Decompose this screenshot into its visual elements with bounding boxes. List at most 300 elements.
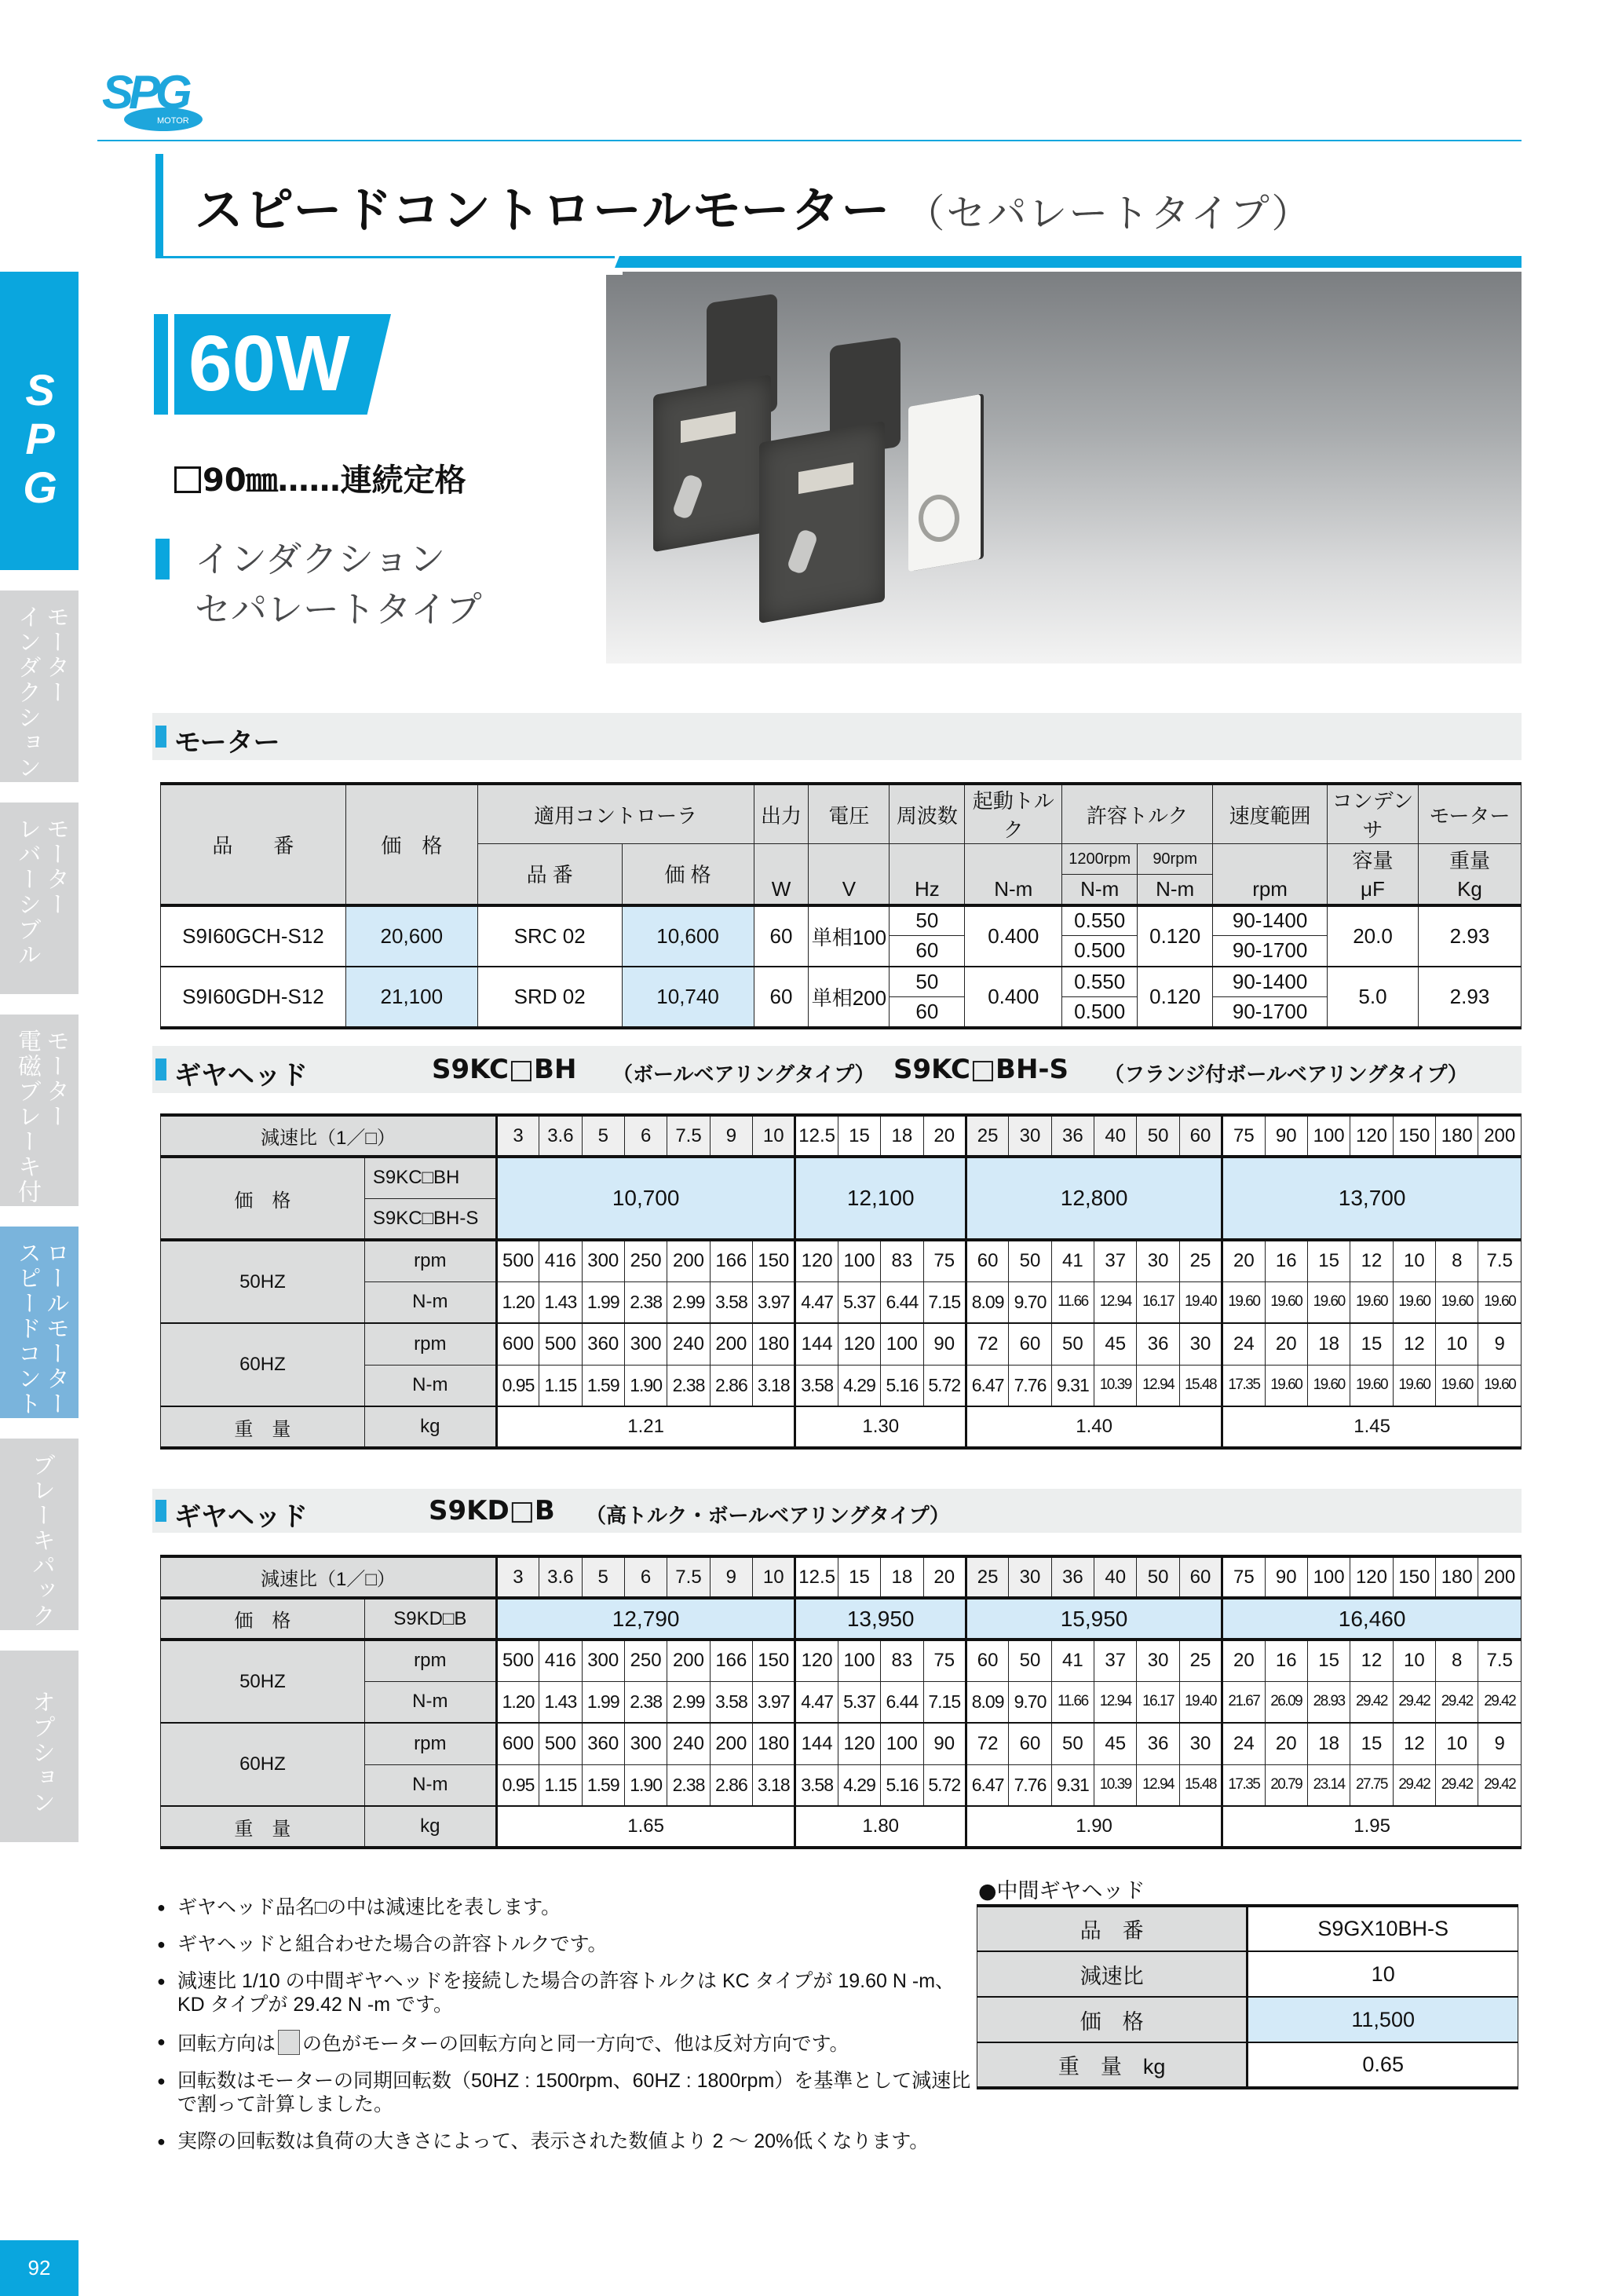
rpm-cell: 120 xyxy=(838,1723,880,1764)
rpm-cell: 30 xyxy=(1137,1640,1179,1681)
section-marker xyxy=(155,1500,166,1522)
rpm-cell: 15 xyxy=(1350,1323,1393,1365)
title-accent-bar xyxy=(155,154,163,258)
price-model: S9KD□B xyxy=(364,1598,496,1640)
rpm-cell: 100 xyxy=(838,1240,880,1281)
ratio-cell: 18 xyxy=(881,1556,923,1598)
torque-cell: 5.16 xyxy=(881,1764,923,1806)
torque-cell: 5.72 xyxy=(923,1365,966,1406)
torque-90-cell: 0.120 xyxy=(1138,967,1213,1028)
mid-value: 0.65 xyxy=(1248,2042,1518,2088)
rpm-cell: 30 xyxy=(1179,1323,1222,1365)
hz60-label: 60HZ xyxy=(161,1723,365,1806)
voltage-cell: 単相200 xyxy=(809,967,890,1028)
torque-cell: 3.58 xyxy=(710,1681,752,1723)
price-label: 価 格 xyxy=(161,1598,365,1640)
ratio-cell: 36 xyxy=(1051,1115,1094,1157)
sidebar-tab-line1: モーター xyxy=(42,1029,69,1129)
rpm-label: rpm xyxy=(364,1323,496,1365)
torque-cell: 19.60 xyxy=(1393,1365,1435,1406)
rpm-cell: 30 xyxy=(1137,1240,1179,1281)
gear-desc-1: （高トルク・ボールベアリングタイプ） xyxy=(586,1504,950,1528)
rpm-cell: 12 xyxy=(1393,1323,1435,1365)
ratio-cell: 150 xyxy=(1393,1556,1435,1598)
note-item: ● ギヤヘッド品名□の中は減速比を表します。 xyxy=(157,1896,981,1919)
torque-cell: 17.35 xyxy=(1222,1365,1265,1406)
torque-cell: 6.44 xyxy=(881,1281,923,1323)
rpm-cell: 100 xyxy=(881,1323,923,1365)
rpm-cell: 20 xyxy=(1222,1640,1265,1681)
type-line-2: セパレートタイプ xyxy=(195,588,482,631)
price-cell: 10,700 xyxy=(496,1157,795,1240)
torque-cell: 19.60 xyxy=(1350,1365,1393,1406)
torque-90-cell: 0.120 xyxy=(1138,905,1213,967)
nm-label: N-m xyxy=(364,1281,496,1323)
rpm-cell: 500 xyxy=(496,1240,539,1281)
ratio-cell: 90 xyxy=(1265,1556,1307,1598)
torque-cell: 7.76 xyxy=(1009,1764,1051,1806)
note-item: ● 回転数はモーターの同期回転数（50HZ : 1500rpm、60HZ : 1800rpm）を基準として減速比で割って計算しました。 xyxy=(157,2069,981,2116)
ratio-cell: 10 xyxy=(753,1115,795,1157)
freq-cell: 50 xyxy=(890,905,965,936)
torque-cell: 1.15 xyxy=(539,1365,582,1406)
ctrl-part-no-cell: SRC 02 xyxy=(477,905,622,967)
header-weight: モーター xyxy=(1418,784,1521,844)
torque-cell: 6.47 xyxy=(966,1764,1008,1806)
ratio-cell: 200 xyxy=(1478,1556,1522,1598)
ratio-cell: 15 xyxy=(838,1115,880,1157)
price-model-1: S9KC□BH xyxy=(364,1157,496,1198)
sidebar-tab-line2: スピードコント xyxy=(13,1241,41,1417)
motor-spec-table xyxy=(160,782,1522,1029)
gray-swatch-icon xyxy=(278,2030,300,2055)
sidebar-tab-brake[interactable] xyxy=(0,1015,79,1206)
unit-rpm: rpm xyxy=(1213,875,1328,905)
torque-cell: 4.29 xyxy=(838,1365,880,1406)
ratio-cell: 7.5 xyxy=(667,1115,710,1157)
ratio-cell: 150 xyxy=(1393,1115,1435,1157)
price-cell: 20,600 xyxy=(345,905,477,967)
torque-cell: 19.60 xyxy=(1436,1281,1478,1323)
ctrl-part-no-cell: SRD 02 xyxy=(477,967,622,1028)
type-accent-bar xyxy=(155,539,170,579)
rpm-label: rpm xyxy=(364,1640,496,1681)
rpm-cell: 8 xyxy=(1436,1640,1478,1681)
rpm-cell: 20 xyxy=(1265,1723,1307,1764)
torque-cell: 29.42 xyxy=(1436,1681,1478,1723)
torque-cell: 12.94 xyxy=(1094,1281,1137,1323)
torque-cell: 1.59 xyxy=(582,1365,624,1406)
torque-cell: 3.58 xyxy=(795,1365,838,1406)
torque-cell: 2.86 xyxy=(710,1764,752,1806)
ratio-cell: 5 xyxy=(582,1556,624,1598)
torque-cell: 12.94 xyxy=(1137,1365,1179,1406)
ratio-cell: 18 xyxy=(881,1115,923,1157)
torque-cell: 21.67 xyxy=(1222,1681,1265,1723)
spg-motor-logo xyxy=(100,63,234,133)
capacitor-cell: 5.0 xyxy=(1328,967,1419,1028)
sidebar-tab-line2: 電磁ブレーキ付 xyxy=(13,1029,41,1205)
torque-cell: 1.99 xyxy=(582,1281,624,1323)
rpm-cell: 24 xyxy=(1222,1323,1265,1365)
gear-model-1: S9KC□BH xyxy=(432,1054,577,1085)
ratio-cell: 100 xyxy=(1307,1115,1350,1157)
intermediate-gear-table xyxy=(977,1904,1518,2089)
price-label: 価 格 xyxy=(161,1157,365,1240)
rpm-cell: 60 xyxy=(966,1640,1008,1681)
ratio-cell: 90 xyxy=(1265,1115,1307,1157)
gear-model-1: S9KD□B xyxy=(429,1495,555,1526)
rpm-cell: 144 xyxy=(795,1723,838,1764)
sidebar-brand-tab[interactable] xyxy=(0,272,79,570)
square-icon xyxy=(174,466,201,493)
page-title-block xyxy=(155,154,1522,258)
price-model-2: S9KC□BH-S xyxy=(364,1198,496,1240)
ratio-cell: 30 xyxy=(1009,1556,1051,1598)
torque-cell: 12.94 xyxy=(1137,1764,1179,1806)
rpm-cell: 75 xyxy=(923,1240,966,1281)
sidebar-tab-line1: オプション xyxy=(27,1690,55,1815)
price-cell: 16,460 xyxy=(1222,1598,1522,1640)
hz50-label: 50HZ xyxy=(161,1240,365,1323)
mid-label: 価 格 xyxy=(977,1997,1248,2042)
rpm-cell: 180 xyxy=(753,1723,795,1764)
rpm-cell: 50 xyxy=(1009,1240,1051,1281)
price-row xyxy=(161,1157,1522,1198)
torque-cell: 16.17 xyxy=(1137,1681,1179,1723)
mid-value: S9GX10BH-S xyxy=(1248,1906,1518,1951)
sidebar-tab-reversible[interactable] xyxy=(0,803,79,994)
rpm-cell: 90 xyxy=(923,1723,966,1764)
rpm-cell: 50 xyxy=(1009,1640,1051,1681)
rpm-cell: 240 xyxy=(667,1323,710,1365)
watt-label: 60W xyxy=(188,320,350,408)
torque-cell: 3.58 xyxy=(795,1764,838,1806)
hz50-label: 50HZ xyxy=(161,1640,365,1723)
torque-cell: 1.15 xyxy=(539,1764,582,1806)
ratio-cell: 7.5 xyxy=(667,1556,710,1598)
unit-w: W xyxy=(754,875,809,905)
rpm-cell: 36 xyxy=(1137,1723,1179,1764)
torque-cell: 19.60 xyxy=(1265,1365,1307,1406)
ratio-cell: 200 xyxy=(1478,1115,1522,1157)
ratio-cell: 10 xyxy=(753,1556,795,1598)
ratio-cell: 9 xyxy=(710,1556,752,1598)
mid-label: 品 番 xyxy=(977,1906,1248,1951)
weight-cell: 1.95 xyxy=(1222,1806,1522,1848)
torque-cell: 2.38 xyxy=(667,1764,710,1806)
torque-cell: 3.97 xyxy=(753,1281,795,1323)
header-1200rpm: 1200rpm xyxy=(1062,844,1138,875)
ratio-label: 減速比（1／□） xyxy=(161,1556,497,1598)
header-voltage: 電圧 xyxy=(809,784,890,844)
torque-cell: 29.42 xyxy=(1478,1681,1522,1723)
speed-cell: 90-1700 xyxy=(1213,997,1328,1028)
rpm-cell: 500 xyxy=(539,1323,582,1365)
torque-cell: 19.40 xyxy=(1179,1681,1222,1723)
rpm-cell: 150 xyxy=(753,1240,795,1281)
rpm-cell: 18 xyxy=(1307,1323,1350,1365)
unit-kg: Kg xyxy=(1418,875,1521,905)
table-row xyxy=(161,905,1522,936)
rpm-cell: 180 xyxy=(753,1323,795,1365)
rpm-cell: 9 xyxy=(1478,1323,1522,1365)
ratio-cell: 30 xyxy=(1009,1115,1051,1157)
controller-dial xyxy=(919,495,959,542)
ratio-cell: 3 xyxy=(496,1556,539,1598)
torque-cell: 19.60 xyxy=(1436,1365,1478,1406)
torque-cell: 9.31 xyxy=(1051,1764,1094,1806)
mid-value: 10 xyxy=(1248,1951,1518,1997)
page-number: 92 xyxy=(0,2240,79,2296)
sidebar-tab-line2: レバーシブル xyxy=(13,817,41,967)
nm-50hz-row xyxy=(161,1681,1522,1723)
note-item xyxy=(157,2030,981,2056)
ratio-label: 減速比（1／□） xyxy=(161,1115,497,1157)
torque-cell: 4.29 xyxy=(838,1764,880,1806)
gear-desc-1: （ボールベアリングタイプ） xyxy=(612,1063,875,1087)
type-line-1: インダクション xyxy=(195,538,446,580)
rpm-cell: 16 xyxy=(1265,1240,1307,1281)
torque-cell: 23.14 xyxy=(1307,1764,1350,1806)
rpm-cell: 300 xyxy=(624,1323,667,1365)
rpm-cell: 37 xyxy=(1094,1640,1137,1681)
section-marker xyxy=(155,726,166,748)
rpm-cell: 300 xyxy=(582,1640,624,1681)
torque-cell: 4.47 xyxy=(795,1281,838,1323)
rpm-cell: 300 xyxy=(624,1723,667,1764)
svg-text:SPG: SPG xyxy=(102,66,188,119)
rpm-cell: 15 xyxy=(1350,1723,1393,1764)
torque-cell: 15.48 xyxy=(1179,1764,1222,1806)
rpm-cell: 24 xyxy=(1222,1723,1265,1764)
table-row xyxy=(977,1951,1518,1997)
torque-cell: 11.66 xyxy=(1051,1681,1094,1723)
ratio-cell: 36 xyxy=(1051,1556,1094,1598)
weight-cell: 1.90 xyxy=(966,1806,1222,1848)
ratio-cell: 15 xyxy=(838,1556,880,1598)
rpm-cell: 36 xyxy=(1137,1323,1179,1365)
header-speed-range: 速度範囲 xyxy=(1213,784,1328,844)
header-part-no: 品 番 xyxy=(161,784,346,905)
torque-cell: 28.93 xyxy=(1307,1681,1350,1723)
rpm-cell: 500 xyxy=(539,1723,582,1764)
rpm-cell: 200 xyxy=(667,1240,710,1281)
weight-cell: 2.93 xyxy=(1418,905,1521,967)
ratio-cell: 120 xyxy=(1350,1115,1393,1157)
torque-cell: 9.70 xyxy=(1009,1281,1051,1323)
rpm-cell: 200 xyxy=(667,1640,710,1681)
notes-list xyxy=(157,1896,981,2166)
torque-1200-cell: 0.550 xyxy=(1062,905,1138,936)
ratio-cell: 6 xyxy=(624,1115,667,1157)
ratio-cell: 40 xyxy=(1094,1556,1137,1598)
rpm-cell: 18 xyxy=(1307,1723,1350,1764)
title-stripe xyxy=(615,256,1522,268)
rpm-60hz-row xyxy=(161,1323,1522,1365)
torque-cell: 27.75 xyxy=(1350,1764,1393,1806)
freq-cell: 50 xyxy=(890,967,965,997)
table-row xyxy=(977,2042,1518,2088)
torque-cell: 10.39 xyxy=(1094,1365,1137,1406)
unit-90-nm: N-m xyxy=(1138,875,1213,905)
torque-cell: 7.15 xyxy=(923,1681,966,1723)
rpm-cell: 41 xyxy=(1051,1240,1094,1281)
torque-cell: 5.37 xyxy=(838,1681,880,1723)
rpm-cell: 45 xyxy=(1094,1723,1137,1764)
rpm-cell: 37 xyxy=(1094,1240,1137,1281)
torque-cell: 17.35 xyxy=(1222,1764,1265,1806)
rpm-cell: 200 xyxy=(710,1323,752,1365)
ratio-cell: 100 xyxy=(1307,1556,1350,1598)
ratio-cell: 12.5 xyxy=(795,1556,838,1598)
torque-cell: 4.47 xyxy=(795,1681,838,1723)
rating-line xyxy=(174,455,466,500)
rpm-cell: 20 xyxy=(1265,1323,1307,1365)
note-text: 回転方向は xyxy=(177,2033,276,2055)
torque-cell: 6.47 xyxy=(966,1365,1008,1406)
torque-cell: 26.09 xyxy=(1265,1681,1307,1723)
rpm-cell: 25 xyxy=(1179,1640,1222,1681)
page-title xyxy=(195,171,1312,241)
rpm-cell: 60 xyxy=(1009,1323,1051,1365)
torque-cell: 2.86 xyxy=(710,1365,752,1406)
unit-start-nm: N-m xyxy=(965,875,1062,905)
ratio-cell: 25 xyxy=(966,1115,1008,1157)
rpm-cell: 10 xyxy=(1436,1723,1478,1764)
product-photo xyxy=(606,275,1522,664)
nm-label: N-m xyxy=(364,1681,496,1723)
freq-cell: 60 xyxy=(890,936,965,967)
rpm-cell: 7.5 xyxy=(1478,1640,1522,1681)
price-cell: 13,950 xyxy=(795,1598,966,1640)
sidebar-tab-options[interactable] xyxy=(0,1651,79,1842)
rpm-50hz-row xyxy=(161,1240,1522,1281)
rpm-cell: 20 xyxy=(1222,1240,1265,1281)
torque-cell: 1.43 xyxy=(539,1681,582,1723)
ratio-cell: 20 xyxy=(923,1556,966,1598)
rating-dots: …… xyxy=(277,462,341,499)
mid-label: 減速比 xyxy=(977,1951,1248,1997)
header-controller: 適用コントローラ xyxy=(477,784,754,844)
voltage-cell: 単相100 xyxy=(809,905,890,967)
rpm-cell: 60 xyxy=(966,1240,1008,1281)
speed-controller xyxy=(908,394,981,572)
rpm-cell: 600 xyxy=(496,1323,539,1365)
rpm-cell: 83 xyxy=(881,1640,923,1681)
torque-1200-cell: 0.500 xyxy=(1062,997,1138,1028)
table-row xyxy=(161,967,1522,997)
torque-cell: 11.66 xyxy=(1051,1281,1094,1323)
section-marker xyxy=(155,1058,166,1080)
title-main: スピードコントロールモーター xyxy=(195,181,892,239)
ratio-cell: 60 xyxy=(1179,1556,1222,1598)
rpm-cell: 16 xyxy=(1265,1640,1307,1681)
torque-cell: 2.38 xyxy=(624,1281,667,1323)
weight-cell: 2.93 xyxy=(1418,967,1521,1028)
kg-label: kg xyxy=(364,1406,496,1448)
rpm-cell: 250 xyxy=(624,1640,667,1681)
section-title: ギヤヘッド xyxy=(174,1501,308,1533)
rpm-50hz-row xyxy=(161,1640,1522,1681)
price-row xyxy=(161,1598,1522,1640)
output-cell: 60 xyxy=(754,967,809,1028)
unit-1200-nm: N-m xyxy=(1062,875,1138,905)
sidebar-tab-induction[interactable] xyxy=(0,590,79,782)
output-cell: 60 xyxy=(754,905,809,967)
note-item: ● 実際の回転数は負荷の大きさによって、表示された数値より 2 ～ 20%低くなります。 xyxy=(157,2130,981,2153)
header-frequency: 周波数 xyxy=(890,784,965,844)
rpm-cell: 166 xyxy=(710,1640,752,1681)
gear-desc-2: （フランジ付ボールベアリングタイプ） xyxy=(1104,1063,1468,1087)
title-underline xyxy=(155,256,615,258)
torque-cell: 1.59 xyxy=(582,1764,624,1806)
ratio-cell: 12.5 xyxy=(795,1115,838,1157)
rpm-60hz-row xyxy=(161,1723,1522,1764)
price-cell: 12,100 xyxy=(795,1157,966,1240)
torque-cell: 20.79 xyxy=(1265,1764,1307,1806)
weight-cell: 1.45 xyxy=(1222,1406,1522,1448)
torque-cell: 19.60 xyxy=(1222,1281,1265,1323)
rpm-cell: 300 xyxy=(582,1240,624,1281)
header-ctrl-part-no: 品 番 xyxy=(477,844,622,905)
rpm-cell: 200 xyxy=(710,1723,752,1764)
header-price: 価 格 xyxy=(345,784,477,905)
rpm-cell: 15 xyxy=(1307,1640,1350,1681)
sidebar-tab-speed-control[interactable] xyxy=(0,1227,79,1418)
motor-1-body xyxy=(653,375,771,552)
price-cell: 21,100 xyxy=(345,967,477,1028)
rpm-cell: 10 xyxy=(1436,1323,1478,1365)
rpm-cell: 250 xyxy=(624,1240,667,1281)
table-row xyxy=(977,1997,1518,2042)
section-header-gear-kc xyxy=(152,1046,1522,1093)
nm-60hz-row xyxy=(161,1764,1522,1806)
note-item: ● ギヤヘッドと組合わせた場合の許容トルクです。 xyxy=(157,1932,981,1956)
gear-kc-table xyxy=(160,1113,1522,1450)
header-weight-sub: 重量 xyxy=(1418,844,1521,875)
ratio-cell: 180 xyxy=(1436,1556,1478,1598)
gear-model-2: S9KC□BH-S xyxy=(893,1054,1069,1085)
start-torque-cell: 0.400 xyxy=(965,905,1062,967)
torque-cell: 19.60 xyxy=(1307,1281,1350,1323)
unit-uf: μF xyxy=(1328,875,1419,905)
ratio-cell: 3.6 xyxy=(539,1115,582,1157)
sidebar-tab-brake-pack[interactable] xyxy=(0,1439,79,1630)
torque-cell: 3.18 xyxy=(753,1365,795,1406)
weight-label: 重 量 xyxy=(161,1806,365,1848)
torque-cell: 9.31 xyxy=(1051,1365,1094,1406)
rpm-cell: 12 xyxy=(1350,1240,1393,1281)
torque-cell: 19.40 xyxy=(1179,1281,1222,1323)
sidebar-brand-text: S P G xyxy=(23,365,57,512)
price-cell: 15,950 xyxy=(966,1598,1222,1640)
weight-row xyxy=(161,1806,1522,1848)
rpm-cell: 8 xyxy=(1436,1240,1478,1281)
unit-v: V xyxy=(809,875,890,905)
torque-cell: 1.99 xyxy=(582,1681,624,1723)
rpm-cell: 45 xyxy=(1094,1323,1137,1365)
weight-cell: 1.21 xyxy=(496,1406,795,1448)
rpm-cell: 12 xyxy=(1393,1723,1435,1764)
section-title: モーター xyxy=(174,727,280,759)
torque-cell: 12.94 xyxy=(1094,1681,1137,1723)
torque-cell: 9.70 xyxy=(1009,1681,1051,1723)
torque-cell: 0.95 xyxy=(496,1365,539,1406)
torque-cell: 1.43 xyxy=(539,1281,582,1323)
frame-size: 90㎜ xyxy=(203,462,278,499)
torque-cell: 2.38 xyxy=(667,1365,710,1406)
